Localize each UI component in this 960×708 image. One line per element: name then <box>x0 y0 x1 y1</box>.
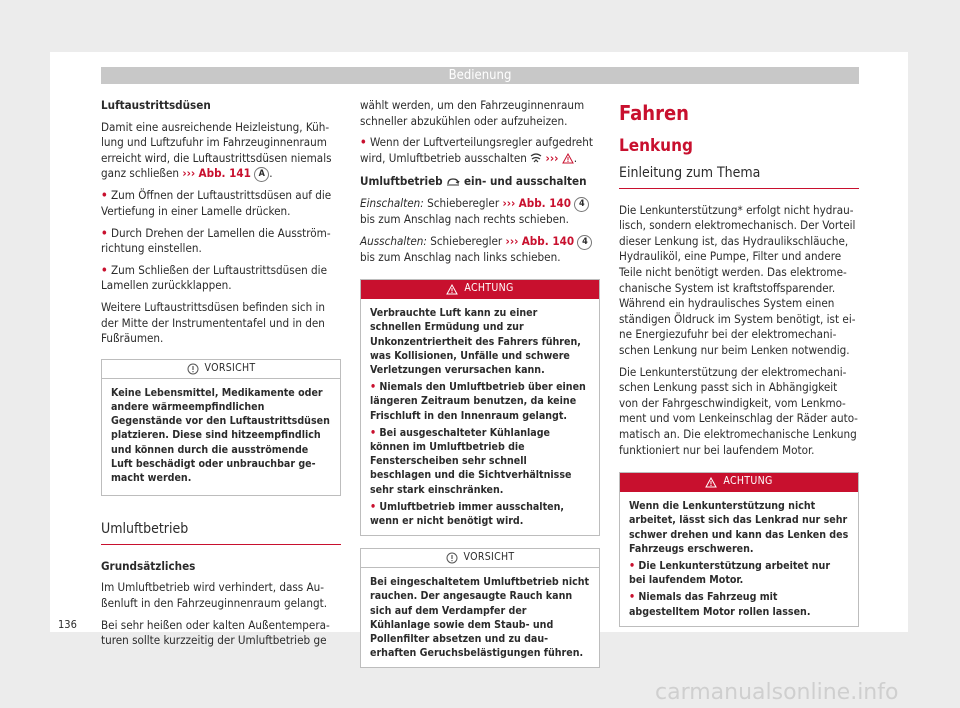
column-left <box>101 98 341 655</box>
page-number: 136 <box>58 618 77 631</box>
paragraph: Die Lenkunterstützung der elektromechanischen Lenkung passt sich in Abhängigkeit von der Fahrgeschwindigkeit, vom Lenkmoment und vom Lenkeinschlag der Räder automatisch an. Die elektromechanische Lenkung funktioniert nur bei laufendem Motor. <box>619 364 858 457</box>
list-item: • Durch Drehen der Lamellen die Ausströmrichtung einstellen. <box>101 225 331 256</box>
column-right <box>619 98 859 627</box>
list-item: • Niemals das Fahrzeug mit abgestelltem Motor rollen lassen. <box>629 591 811 618</box>
warning-header: ACHTUNG <box>620 473 858 492</box>
figure-link[interactable]: Abb. 140 <box>521 233 575 248</box>
caution-text: Bei eingeschaltetem Umluftbetrieb nicht rauchen. Der angesaugte Rauch kann sich auf dem Verdampfer der Kühlanlage sowie dem Staub- und Pollenfilter absetzen und zu dauerhaften Geruchsbelästigungen führen. <box>370 576 590 660</box>
info-circle-icon <box>446 552 458 564</box>
reference-arrow-icon: ››› <box>505 233 519 248</box>
reference-arrow-icon: ››› <box>182 166 196 181</box>
list-item: • Bei ausgeschalteter Kühlanlage können im Umluftbetrieb die Fensterscheiben sehr schnell beschlagen und die Sichtverhältnisse sehr stark einschränken. <box>370 426 572 496</box>
warning-triangle-icon <box>562 153 574 164</box>
section-title-umluftbetrieb: Umluftbetrieb <box>101 522 341 545</box>
on-instruction: Einschalten: Schieberegler ››› Abb. 140 4 bis zum Anschlag nach rechts schieben. <box>360 196 600 228</box>
subheading-grundsaetzliches: Grundsätzliches <box>101 558 196 573</box>
callout-badge: 4 <box>577 235 592 250</box>
heading-einleitung: Einleitung zum Thema <box>619 166 859 189</box>
off-instruction: Ausschalten: Schieberegler ››› Abb. 140 4 bis zum Anschlag nach links schieben. <box>360 234 600 266</box>
callout-badge: 4 <box>574 197 589 212</box>
figure-link[interactable]: Abb. 140 <box>518 195 572 210</box>
list-item: • Die Lenkunterstützung arbeitet nur bei laufendem Motor. <box>629 559 831 587</box>
reference-arrow-icon: ››› <box>545 150 559 165</box>
caution-box <box>360 548 600 668</box>
list-item: • Wenn der Luftverteilungsregler aufgedreht wird, Umluftbetrieb ausschalten ››› . <box>360 135 593 165</box>
column-middle <box>360 98 600 668</box>
caution-text: Keine Lebensmittel, Medikamente oder andere wärmeempfindlichen Gegenstände vor den Luftaustrittsdüsen platzieren. Diese sind hitzeempfindlich und können durch die ausströmende Luft beschädigt oder unbrauchbar gemacht werden. <box>111 386 330 484</box>
heading-luftaustrittsduesen: Luftaustrittsdüsen <box>101 98 211 112</box>
caution-header: VORSICHT <box>102 360 340 379</box>
caution-box <box>101 359 341 496</box>
recirculation-icon <box>446 177 460 187</box>
paragraph: wählt werden, um den Fahrzeuginnenraum schneller abzukühlen oder aufzuheizen. <box>360 98 585 128</box>
paragraph: Die Lenkunterstützung* erfolgt nicht hydraulisch, sondern elektromechanisch. Der Vorteil dieser Lenkung ist, das Hydraulikschläuche, Hydrauliköl, eine Pumpe, Filter und andere Teile nicht benötigt werden. Das elektromechanische System ist kraftstoffsparender. Während ein hydraulisches System einen ständigen Öldruck im System benötigt, ist eine Energiezufuhr bei der elektromechanischen Lenkung nur beim Lenken notwendig. <box>619 202 856 357</box>
info-circle-icon <box>187 363 199 375</box>
list-item: • Niemals den Umluftbetrieb über einen längeren Zeitraum benutzen, da keine Frischluft in den Innenraum gelangt. <box>370 381 586 422</box>
figure-link[interactable]: Abb. 141 <box>198 166 251 181</box>
bullet-icon: • <box>360 135 367 150</box>
bullet-icon: • <box>101 225 108 240</box>
subheading-umluftbetrieb: Umluftbetrieb ein- und ausschalten <box>360 174 587 189</box>
warning-triangle-icon <box>446 284 458 295</box>
list-item: • Umluftbetrieb immer ausschalten, wenn er nicht benötigt wird. <box>370 500 564 527</box>
warning-box <box>360 279 600 536</box>
warning-intro: Verbrauchte Luft kann zu einer schnellen Ermüdung und zur Unkonzentriertheit des Fahrers führen, was Kollisionen, Unfälle und schwere Verletzungen verursachen kann. <box>370 307 581 376</box>
paragraph: Bei sehr heißen oder kalten Außentemperaturen sollte kurzzeitig der Umluftbetrieb ge <box>101 617 330 648</box>
intro-paragraph: Damit eine ausreichende Heizleistung, Kühlung und Luftzufuhr im Fahrzeuginnenraum erreicht wird, die Luftaustrittsdüsen niemals ganz schließen ››› Abb. 141 A . <box>101 119 332 181</box>
extra-paragraph: Weitere Luftaustrittsdüsen befinden sich in der Mitte der Instrumententafel und in den Fußräumen. <box>101 299 326 346</box>
caution-header: VORSICHT <box>361 549 599 568</box>
heading-lenkung: Lenkung <box>619 136 693 156</box>
heading-fahren: Fahren <box>619 101 689 125</box>
warning-triangle-icon <box>705 477 717 488</box>
page-header: Bedienung <box>101 67 859 84</box>
warning-header: ACHTUNG <box>361 280 599 299</box>
bullet-icon: • <box>101 188 108 203</box>
bullet-icon: • <box>101 262 108 277</box>
reference-arrow-icon: ››› <box>502 195 516 210</box>
list-item: • Zum Öffnen der Luftaustrittsdüsen auf die Vertiefung in einer Lamelle drücken. <box>101 188 332 218</box>
air-distribution-icon <box>530 153 542 163</box>
paragraph: Im Umluftbetrieb wird verhindert, dass Außenluft in den Fahrzeuginnenraum gelangt. <box>101 580 328 610</box>
watermark: carmanualsonline.info <box>655 680 899 705</box>
warning-intro: Wenn die Lenkunterstützung nicht arbeitet, lässt sich das Lenkrad nur sehr schwer drehen und kann das Lenken des Fahrzeugs erschweren. <box>629 500 849 555</box>
warning-box <box>619 472 859 627</box>
list-item: • Zum Schließen der Luftaustrittsdüsen die Lamellen zurückklappen. <box>101 262 327 293</box>
callout-badge: A <box>254 167 269 182</box>
